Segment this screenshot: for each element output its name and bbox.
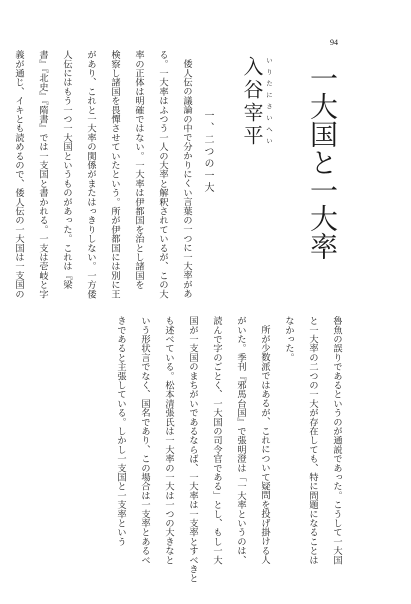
- upper-text-column: 倭人伝の議論の中で分かりにくい言葉の一つに一大率があ: [181, 59, 192, 299]
- lower-text-column: と一大率の二つの一大が存在しても、特に問題になることは: [307, 316, 318, 565]
- upper-text-column: 人伝にはもう一つ一大国というものがあった。これは『梁: [61, 50, 72, 290]
- author-name-reading: いりたにさいへい: [265, 57, 273, 149]
- lower-text-column: 魯魚の誤りであるというのが通説であった。こうして一大国: [331, 316, 342, 565]
- upper-text-column: 検察し諸国を畏憚させていたという。所が伊都国には別に王: [109, 50, 120, 299]
- upper-text-column: 義が通じ、イキとも読めるので、倭人伝の一大国は一支国の: [13, 50, 24, 299]
- lower-text-column: なかった。: [283, 316, 294, 362]
- lower-text-column: も述べている。松本清張氏は一大率の一大は一つの大きなと: [163, 316, 174, 565]
- upper-text-column: 書』『北史』『隋書』では一支国と書かれる。一支は壱岐と字: [37, 50, 48, 299]
- upper-text-block: [6, 50, 198, 320]
- lower-text-block: [108, 316, 348, 586]
- lower-text-column: 読んで字のごとく、一大国の司令官である」とし、もし一大: [211, 316, 222, 565]
- lower-text-column: 所が少数派ではあるが、これについて疑問を投げ掛ける人: [259, 325, 270, 565]
- lower-text-column: きであると主張している。しかし一支国と一支率という: [115, 316, 126, 546]
- author-name: 入谷宰平: [240, 56, 264, 148]
- lower-text-column: がいた。季刊『邪馬台国』で張明澄は「一大率というのは、: [235, 316, 246, 565]
- page-number: 94: [330, 38, 338, 47]
- article-title: 一大国と一大率: [306, 64, 339, 260]
- upper-text-column: があり、これと一大率の関係がまたはっきりしない。一方倭: [85, 50, 96, 299]
- section-heading: 一、二つの一大: [202, 110, 213, 194]
- lower-text-column: いう形状言でなく、国名であり、この場合は一支率とあるべ: [139, 316, 150, 565]
- upper-text-column: る。一大率はふつう一人の大率と解釈されているが、この大: [157, 50, 168, 299]
- lower-text-column: 国が一支国のまちがいであるならば、一大率は一支率とすべきと: [187, 316, 198, 583]
- upper-text-column: 率の正体は明確ではない。一大率は伊都国を治とし諸国を: [133, 50, 144, 290]
